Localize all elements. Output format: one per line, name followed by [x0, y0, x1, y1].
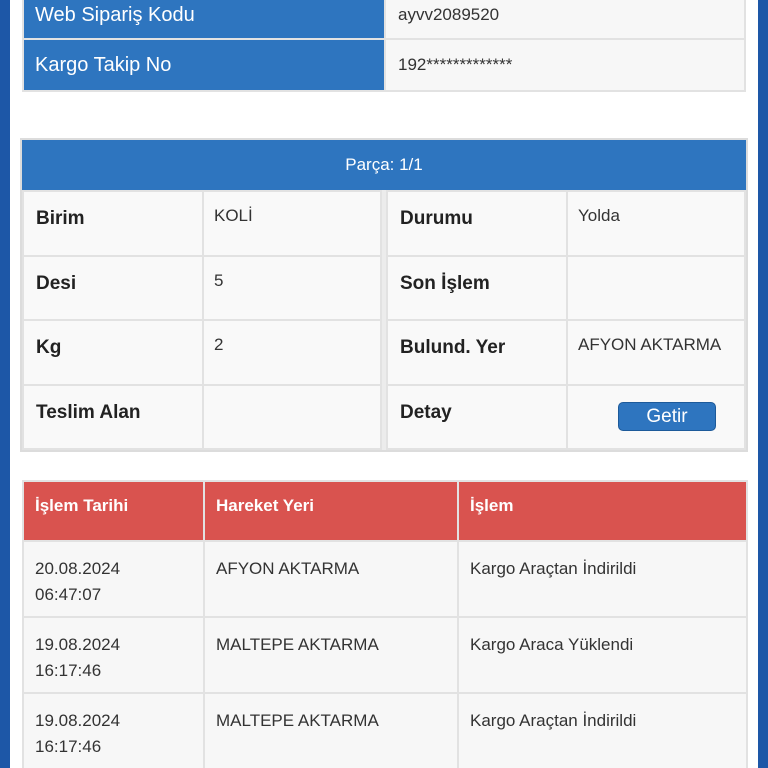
info-row-tracking-no	[23, 39, 745, 91]
parcel-value	[203, 385, 381, 450]
history-action: Kargo Araca Yüklendi	[458, 617, 747, 693]
parcel-row	[387, 191, 745, 256]
parcel-left-table	[22, 190, 382, 450]
info-value: 192*************	[385, 39, 745, 91]
parcel-right-table	[386, 190, 746, 450]
history-datetime	[23, 541, 204, 617]
order-info-table	[22, 0, 746, 92]
parcel-row	[387, 385, 745, 450]
history-action: Kargo Araçtan İndirildi	[458, 693, 747, 768]
parcel-label: Durumu	[387, 191, 567, 256]
history-datetime	[23, 693, 204, 768]
parcel-row	[23, 320, 381, 385]
parcel-label: Desi	[23, 256, 203, 321]
parcel-row	[23, 385, 381, 450]
parcel-value	[567, 256, 745, 321]
parcel-value: AFYON AKTARMA	[567, 320, 745, 385]
parcel-label: Birim	[23, 191, 203, 256]
history-header-place: Hareket Yeri	[204, 481, 458, 541]
history-row	[23, 617, 747, 693]
history-time: 16:17:46	[35, 661, 102, 680]
parcel-value: Yolda	[567, 191, 745, 256]
history-place: MALTEPE AKTARMA	[204, 693, 458, 768]
getir-button[interactable]: Getir	[618, 402, 716, 431]
history-place: MALTEPE AKTARMA	[204, 617, 458, 693]
history-date: 19.08.2024	[35, 711, 121, 730]
parcel-row	[23, 191, 381, 256]
movement-history-table	[22, 480, 748, 768]
parcel-title: Parça: 1/1	[22, 140, 746, 190]
history-time: 06:47:07	[35, 585, 102, 604]
history-action: Kargo Araçtan İndirildi	[458, 541, 747, 617]
history-row	[23, 693, 747, 768]
history-time: 16:17:46	[35, 737, 102, 756]
history-row	[23, 541, 747, 617]
parcel-row	[387, 256, 745, 321]
parcel-value: 2	[203, 320, 381, 385]
info-key: Kargo Takip No	[23, 39, 385, 91]
parcel-label: Son İşlem	[387, 256, 567, 321]
history-header-row	[23, 481, 747, 541]
parcel-label: Kg	[23, 320, 203, 385]
history-datetime	[23, 617, 204, 693]
parcel-grid	[22, 190, 746, 450]
parcel-detail-cell	[567, 385, 745, 450]
parcel-label: Teslim Alan	[23, 385, 203, 450]
history-place: AFYON AKTARMA	[204, 541, 458, 617]
info-row-web-order-code	[23, 0, 745, 39]
parcel-value: KOLİ	[203, 191, 381, 256]
parcel-label: Detay	[387, 385, 567, 450]
parcel-row	[23, 256, 381, 321]
parcel-label: Bulund. Yer	[387, 320, 567, 385]
info-value: ayvv2089520	[385, 0, 745, 39]
history-header-action: İşlem	[458, 481, 747, 541]
history-date: 19.08.2024	[35, 635, 121, 654]
page-content	[10, 0, 758, 768]
history-header-date: İşlem Tarihi	[23, 481, 204, 541]
parcel-row	[387, 320, 745, 385]
parcel-value: 5	[203, 256, 381, 321]
history-date: 20.08.2024	[35, 559, 121, 578]
parcel-panel	[20, 138, 748, 452]
info-key: Web Sipariş Kodu	[23, 0, 385, 39]
